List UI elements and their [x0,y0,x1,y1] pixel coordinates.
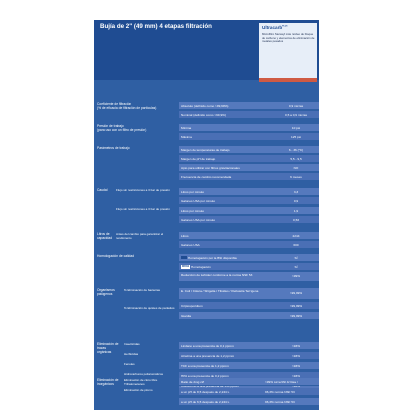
row-label [181,256,276,260]
row-value: 5,5 - 9,5 [290,156,302,161]
row-value-text: >99% [265,379,273,384]
group-label: % Eliminación de quistes de parásitos [124,306,175,310]
row-value [265,380,315,385]
spec-row [179,188,319,196]
row-value: >93% [292,343,300,348]
spec-row [179,146,319,154]
brand-logo [262,25,288,30]
row-value: 96,3% norma NSF 53 [265,399,295,404]
section-title: Eliminación de trazas orgánicas [97,342,119,354]
section-pathogens [94,288,319,328]
row-category: Hidrocarburos poliaromáticos [124,372,164,376]
spec-row [179,263,319,271]
row-label: Apto para utilizar con filtros gravitacionales [181,165,240,170]
section-filtration [94,102,319,122]
spec-row [179,207,319,215]
row-value: 6 - 36 (°C) [288,147,304,152]
row-label [181,265,276,269]
bsi-icon [181,256,187,259]
section-parameters [94,146,319,184]
group-label: Flujo sin restricciones a 3 bar de presión [116,207,170,211]
row-value: >93% [292,363,300,368]
section-quality [94,254,319,284]
spec-row [179,302,319,310]
spec-row [179,124,319,132]
section-sublabel: Antes del cambio para garantizar el rendimiento [116,232,164,240]
spec-row [179,155,319,163]
row-category: Insecticidas [124,342,140,346]
section-label [97,103,175,111]
section-title: Parámetros de trabajo [97,146,130,150]
wras-logo-icon: WRAS [181,264,190,268]
row-value: >99,99% [289,291,303,295]
row-value: >93% [292,353,300,358]
row-value: NO [293,165,299,170]
row-value-note: norma NSF 42 Clase I [273,380,298,384]
brand-description: Microfiltro Sterasyl más núcleo de bloque de carbono y elementos de eliminación de metales pesados [262,32,315,43]
row-category: Fenoles [124,362,135,366]
group-label: Flujo sin restricciones a 3 bar de presión [116,188,170,192]
spec-row [179,197,319,205]
row-label: Absoluto (definido como >99,99%) [181,103,229,108]
section-title: Homologación de calidad [97,254,135,258]
spec-row [179,254,319,262]
row-label-text: Homologación [191,264,211,269]
spec-row [179,362,319,370]
spec-row [179,272,319,282]
row-label: Criptosporidium [181,303,203,308]
row-value: >99,99% [289,303,303,308]
brand-mark: PLUS [282,25,288,28]
section-title: Presión de trabajo [97,124,124,128]
row-label: a un pH de 6,5 después de 2,244 L [181,399,230,404]
spec-row [179,232,319,240]
row-label: E. Coli / Cólera / Shigella / Tifoides / Klebsiella Terrígena [181,289,259,293]
spec-row [179,133,319,141]
row-label: TCF a una presencia de 1,2 ppmm [181,363,229,368]
section-flow [94,188,319,226]
spec-row [179,312,319,320]
spec-sheet [94,20,319,410]
group-label: % Eliminación de bacterias [124,288,161,292]
section-pressure [94,124,319,143]
row-value: 125 psi [291,134,301,139]
row-value: >93% [292,373,300,378]
spec-row [179,111,319,119]
row-label: a un pH de 8,5 después de 2,244 L [181,389,230,394]
row-value: 0,53 [292,217,300,222]
row-value: 96,3% norma NSF 53 [265,389,295,394]
row-label: Margen de temperaturas de trabajo [181,147,230,152]
row-category: Trihalometanos [124,382,145,386]
row-value: 600 [293,242,299,247]
spec-row [179,241,319,249]
spec-row [179,378,319,386]
row-value: 2244 [292,233,300,238]
section-capacity [94,232,319,250]
section-title: Caudal [97,188,108,192]
row-label: Nominal (definido como >99,9%) [181,112,226,117]
row-category: Eliminación de cloro libre [124,378,158,382]
brand-box [259,23,317,78]
row-label: Galones USA [181,242,200,247]
row-label: Lindano a una presencia de 0,1 ppmm [181,343,234,348]
spec-row [179,164,319,172]
row-label: Máxima [181,134,192,139]
row-label: Atrazina a una presencia de 1,2 ppmm [181,353,235,358]
row-label: Litros por minuto [181,208,205,213]
spec-row [179,102,319,110]
section-label [97,125,175,133]
row-value: 6 meses [290,174,302,179]
spec-row [179,288,319,300]
section-inorganic [94,378,319,408]
row-value: SÍ [294,255,298,260]
section-title: Organismos patógenos [97,288,115,296]
row-label: Margen de pH de trabajo [181,156,216,161]
header-band [94,20,319,80]
section-title: Litros de capacidad [97,232,113,240]
row-value: >99% [292,273,300,278]
row-value: 0,9 micras [288,103,304,108]
row-value: 3,3 [293,189,299,194]
spec-row [179,342,319,350]
row-label: Giardia [181,313,191,318]
product-title: Bujía de 2" (49 mm) 4 etapas filtración [100,23,212,30]
spec-row [179,388,319,396]
spec-row [179,352,319,360]
spec-row [179,398,319,406]
row-label: Reducción de turbidez conforme a la norma NSF 53 [181,273,253,277]
row-value: 0,9 [293,198,299,203]
spec-row [179,173,319,181]
row-category: Herbicidas [124,352,139,356]
row-value: 1,9 [293,208,299,213]
row-label: Ratio de 2mg cl/l [181,379,205,384]
row-category: Eliminación de plomo [124,388,153,392]
spec-row [179,216,319,224]
row-label: Frecuencia de cambio recomendada [181,174,232,179]
row-label-text: Homologación por la BSI disponible [188,255,238,260]
row-label: Galones USA por minuto [181,198,216,203]
section-title: Coeficiente de filtración [97,102,132,106]
row-label: Litros [181,233,189,238]
row-value: >99,99% [289,313,303,318]
row-label: Mínima [181,125,192,130]
section-title: Eliminación de inorgánicos [97,378,119,386]
row-label: HPA a una presencia de 0,2 ppmm [181,373,229,378]
section-sublabel: (para uso con un filtro de presión) [97,127,147,132]
row-label: Litros por minuto [181,189,205,194]
row-value: 10 psi [291,125,301,130]
section-sublabel: (% de eficacia de filtración de partículas) [97,105,157,110]
row-value: SÍ [294,264,298,269]
brand-name: Ultracarb [262,25,283,30]
accent-strip [259,78,317,82]
row-value: 0,5 a 0,9 micras [284,112,307,117]
row-label: Galones USA por minuto [181,217,216,222]
